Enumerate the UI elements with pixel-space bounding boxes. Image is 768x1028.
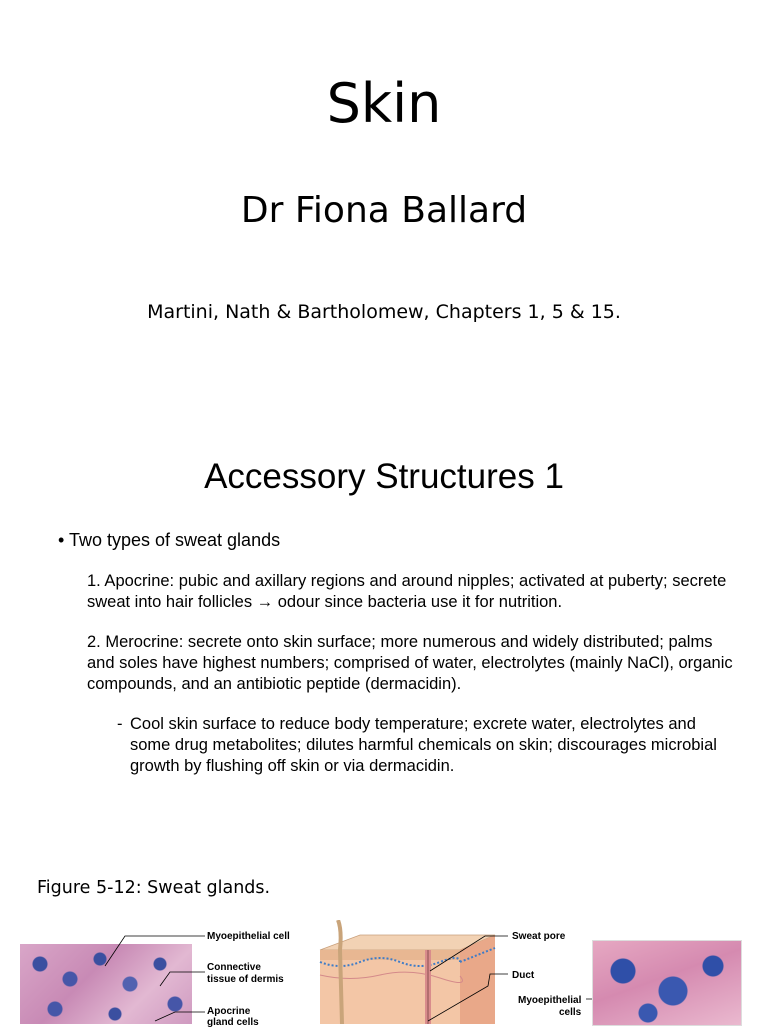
sub-point-text: Cool skin surface to reduce body temperature; excrete water, electrolytes and some drug metabolites; dilutes harmful chemicals on skin; discourages microbial growth by flushing off skin or via dermacidin. xyxy=(130,715,717,775)
apocrine-paragraph: 1. Apocrine: pubic and axillary regions and around nipples; activated at puberty; secrete sweat into hair follicles → odour since bacteria use it for nutrition. xyxy=(87,572,727,611)
section-title: Accessory Structures 1 xyxy=(204,457,564,496)
bullet-item: • Two types of sweat glands xyxy=(58,530,281,550)
figure-caption: Figure 5-12: Sweat glands. xyxy=(37,878,271,898)
label-connective-line2: tissue of dermis xyxy=(207,974,284,985)
author-name: Dr Fiona Ballard xyxy=(240,190,528,231)
dash-marker: - xyxy=(117,715,123,733)
label-connective-line1: Connective xyxy=(207,962,261,973)
label-myoepithelial-cells-line1: Myoepithelial xyxy=(518,995,582,1006)
label-myoepithelial-cell: Myoepithelial cell xyxy=(207,931,290,942)
label-duct: Duct xyxy=(512,970,535,981)
reference-text: Martini, Nath & Bartholomew, Chapters 1, 5 & 15. xyxy=(147,301,621,323)
label-apocrine-line1: Apocrine xyxy=(207,1006,251,1017)
merocrine-paragraph: 2. Merocrine: secrete onto skin surface; more numerous and widely distributed; palms and soles have highest numbers; comprised of water, electrolytes (mainly NaCl), organic compounds, and an antibiotic peptide (dermacidin). xyxy=(87,633,733,693)
label-apocrine-line2: gland cells xyxy=(207,1017,259,1028)
left-leader-lines xyxy=(100,926,210,1024)
middle-leader-lines xyxy=(420,926,510,1024)
label-sweat-pore: Sweat pore xyxy=(512,931,566,942)
slide-title: Skin xyxy=(326,72,442,135)
sub-point xyxy=(117,714,737,777)
label-myoepithelial-cells-line2: cells xyxy=(559,1007,582,1018)
merocrine-histology-image xyxy=(592,940,742,1026)
